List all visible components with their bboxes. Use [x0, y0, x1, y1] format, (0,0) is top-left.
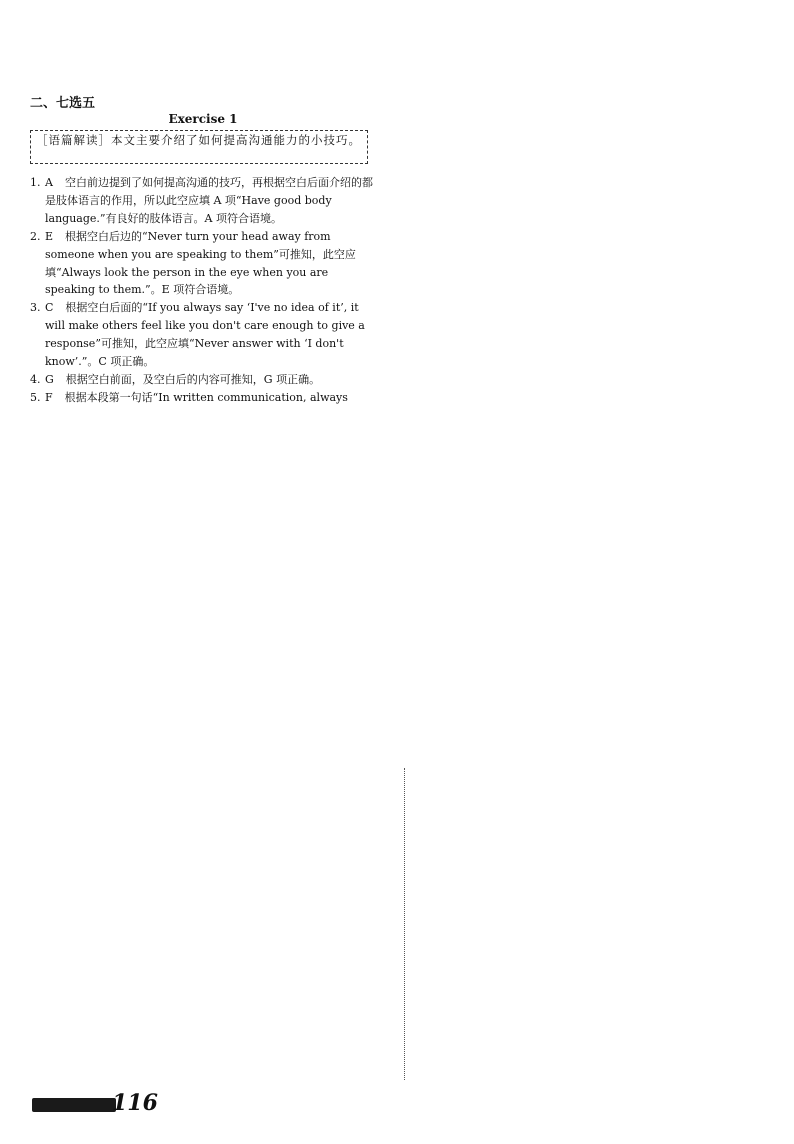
page-number: 116 — [112, 1090, 158, 1116]
answer-explanation: 根据空白后边的“Never turn your head away from someone when you are speaking to them”可推知，此空应填“Always look the person in the eye when you are speaking to them.”。E 项符合语境。 — [45, 229, 356, 297]
answer-number: 1. — [30, 176, 41, 189]
answer-explanation: 根据本段第一句话“In written communication, always — [64, 390, 348, 404]
answer-item — [30, 174, 378, 228]
answer-explanation: 空白前边提到了如何提高沟通的技巧，再根据空白后面介绍的都是肢体语言的作用，所以此空应填 A 项“Have good body language.”有良好的肢体语言。A 项符合语境。 — [45, 176, 373, 225]
answer-list — [30, 174, 378, 407]
answer-item — [30, 228, 378, 300]
answer-item — [30, 389, 378, 407]
answer-number: 2. — [30, 229, 41, 243]
answer-number: 4. — [30, 372, 41, 386]
answer-letter: F — [45, 390, 53, 404]
publisher-logo — [32, 1098, 116, 1112]
section-heading: 二、七选五 — [30, 96, 96, 111]
answer-explanation: 根据空白后面的“If you always say ‘I've no idea of it’, it will make others feel like you don't care enough to give a response”可推知，此空应填“Never answer with ‘I don't know’.”。C 项正确。 — [45, 301, 365, 369]
answer-letter: G — [45, 372, 54, 386]
answer-number: 5. — [30, 390, 41, 404]
summary-box — [30, 130, 368, 164]
column-divider — [404, 768, 405, 1080]
answer-item — [30, 371, 378, 389]
answer-letter: C — [45, 301, 54, 315]
answer-letter: E — [45, 229, 54, 243]
summary-text: ［语篇解读］本文主要介绍了如何提高沟通能力的小技巧。 — [36, 133, 361, 147]
answer-item — [30, 299, 378, 371]
answer-number: 3. — [30, 301, 41, 315]
answer-explanation: 根据空白前面，及空白后的内容可推知，G 项正确。 — [65, 372, 321, 386]
answer-letter: A — [45, 176, 53, 189]
exercise-title: Exercise 1 — [168, 112, 238, 126]
